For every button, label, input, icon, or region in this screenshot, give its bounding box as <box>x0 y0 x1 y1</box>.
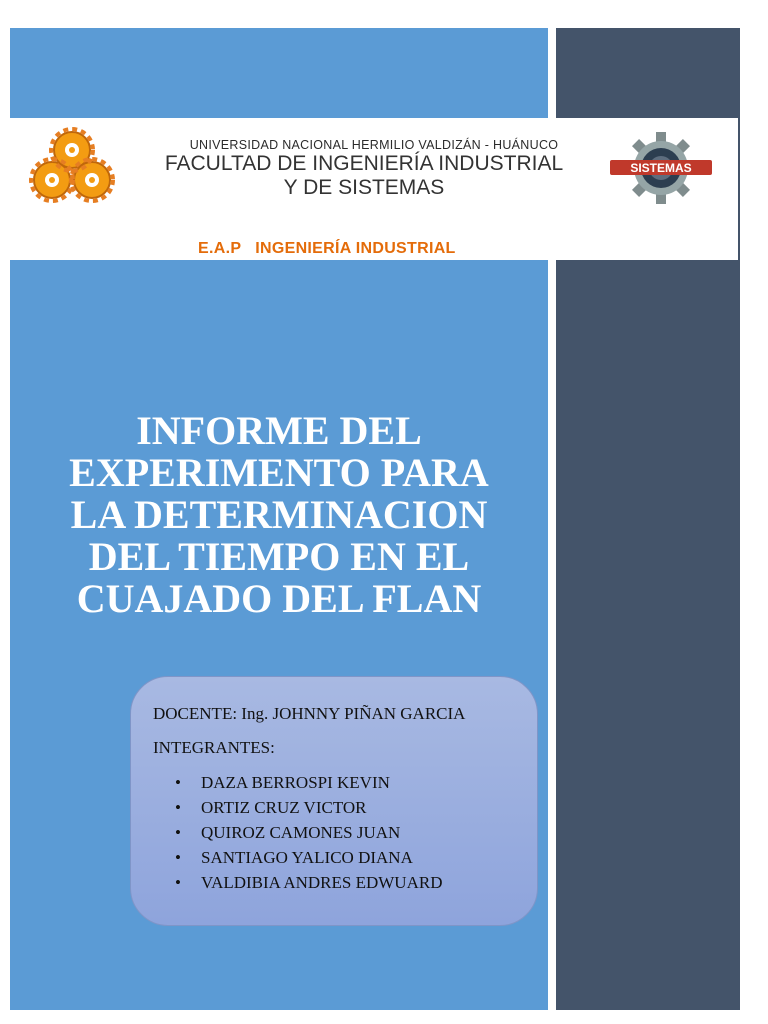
list-item <box>175 820 442 845</box>
sistemas-gear-logo-icon <box>608 132 714 204</box>
eap-label: E.A.P <box>198 240 241 257</box>
team-info-box <box>130 676 538 926</box>
title-line: LA DETERMINACION <box>70 492 488 537</box>
members-list <box>175 770 442 895</box>
eap-program-name: INGENIERÍA INDUSTRIAL <box>255 240 456 257</box>
integrantes-label: INTEGRANTES: <box>153 738 275 757</box>
title-line: CUAJADO DEL FLAN <box>76 576 482 621</box>
bullet-icon: • <box>175 823 181 842</box>
list-item <box>175 870 442 895</box>
sistemas-logo-text: SISTEMAS <box>630 161 692 175</box>
list-item <box>175 795 442 820</box>
faculty-line-2: Y DE SISTEMAS <box>283 176 445 199</box>
member-name: VALDIBIA ANDRES EDWUARD <box>201 873 443 892</box>
university-name: UNIVERSIDAD NACIONAL HERMILIO VALDIZÁN - HUÁNUCO <box>189 138 559 152</box>
university-banner <box>10 118 738 260</box>
member-name: ORTIZ CRUZ VICTOR <box>201 798 367 817</box>
list-item <box>175 770 442 795</box>
eap-program <box>198 240 456 258</box>
title-line: EXPERIMENTO PARA <box>69 450 489 495</box>
bullet-icon: • <box>175 798 181 817</box>
bullet-icon: • <box>175 773 181 792</box>
member-name: QUIROZ CAMONES JUAN <box>201 823 401 842</box>
list-item <box>175 845 442 870</box>
bullet-icon: • <box>175 873 181 892</box>
bullet-icon: • <box>175 848 181 867</box>
title-line: DEL TIEMPO EN EL <box>88 534 470 579</box>
docente-line: DOCENTE: Ing. JOHNNY PIÑAN GARCIA <box>153 704 466 723</box>
member-name: SANTIAGO YALICO DIANA <box>201 848 413 867</box>
member-name: DAZA BERROSPI KEVIN <box>201 773 390 792</box>
report-title <box>20 410 538 620</box>
title-line: INFORME DEL <box>136 408 422 453</box>
faculty-name <box>140 152 588 200</box>
faculty-line-1: FACULTAD DE INGENIERÍA INDUSTRIAL <box>164 152 564 175</box>
